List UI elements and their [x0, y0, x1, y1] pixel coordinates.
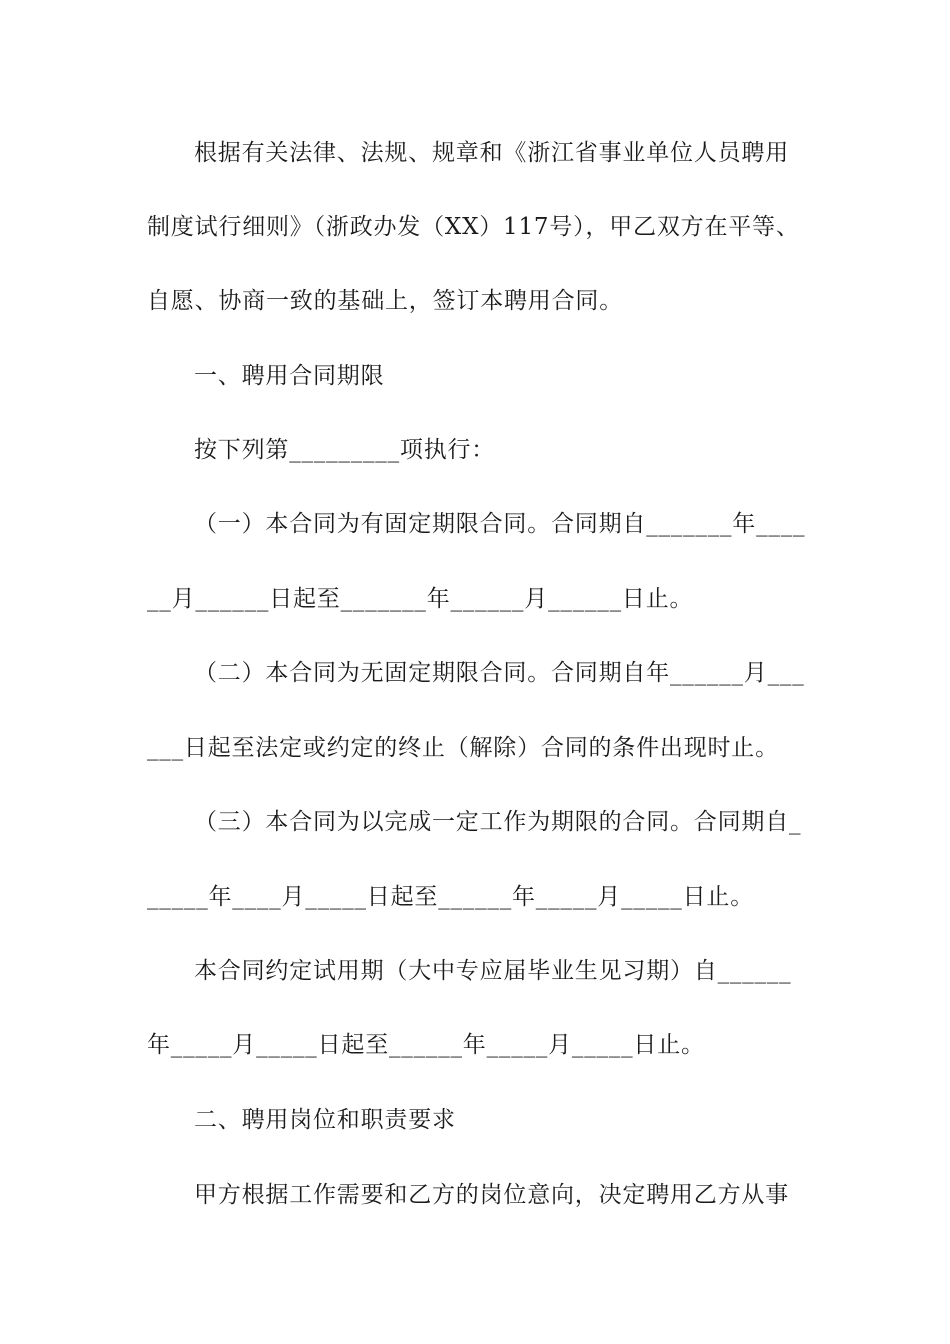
paragraph-line-3: 自愿、协商一致的基础上，签订本聘用合同。: [147, 288, 623, 314]
paragraph-line-11: _____年____月_____日起至______年_____月_____日止。: [147, 884, 754, 910]
paragraph-line-10: （三）本合同为以完成一定工作为期限的合同。合同期自_: [194, 809, 802, 835]
paragraph-line-5: 按下列第_________项执行：: [194, 437, 496, 463]
paragraph-line-2: 制度试行细则》（浙政办发（XX）117号），甲乙双方在平等、: [147, 214, 800, 240]
paragraph-line-7: __月______日起至_______年______月______日止。: [147, 586, 694, 612]
paragraph-line-1: 根据有关法律、法规、规章和《浙江省事业单位人员聘用: [194, 140, 789, 166]
paragraph-line-6: （一）本合同为有固定期限合同。合同期自_______年____: [194, 511, 806, 537]
paragraph-line-15: 甲方根据工作需要和乙方的岗位意向，决定聘用乙方从事: [194, 1182, 789, 1208]
paragraph-line-12: 本合同约定试用期（大中专应届毕业生见习期）自______: [194, 958, 792, 984]
paragraph-line-8: （二）本合同为无固定期限合同。合同期自年______月___: [194, 660, 805, 686]
paragraph-line-13: 年_____月_____日起至______年_____月_____日止。: [147, 1032, 705, 1058]
section-heading-1: 一、聘用合同期限: [194, 363, 385, 389]
section-heading-2: 二、聘用岗位和职责要求: [194, 1107, 456, 1133]
paragraph-line-9: ___日起至法定或约定的终止（解除）合同的条件出现时止。: [147, 735, 779, 761]
